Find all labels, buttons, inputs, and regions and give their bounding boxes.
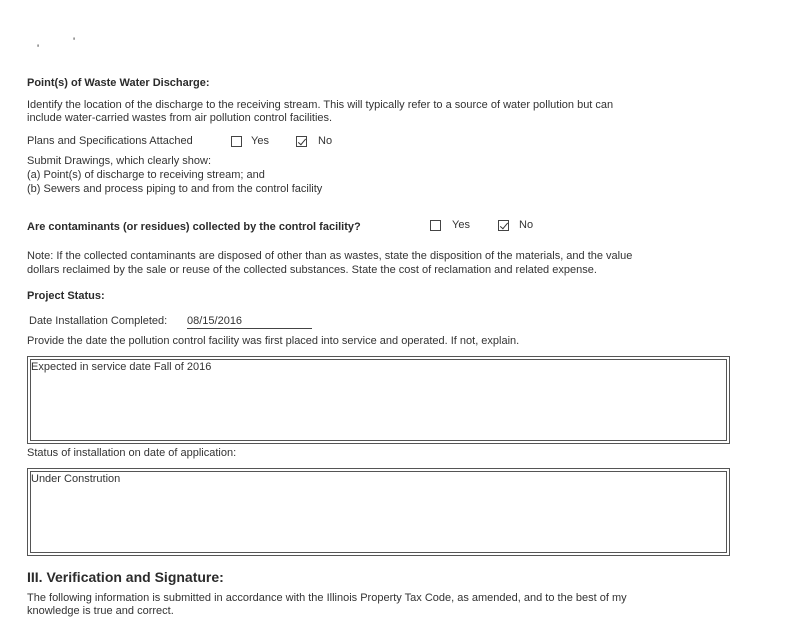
verification-text-line: The following information is submitted in accordance with the Illinois Property Tax Code, as amended, and to the best of my	[27, 592, 627, 604]
service-date-textarea[interactable]	[27, 356, 730, 444]
verification-text-line: knowledge is true and correct.	[27, 605, 174, 617]
contaminants-note-line: Note: If the collected contaminants are disposed of other than as wastes, state the disposition of the materials, and the value	[27, 250, 633, 262]
contaminants-yes-checkbox[interactable]	[430, 220, 441, 231]
scan-mark: '	[37, 43, 40, 55]
submit-drawings-text: Submit Drawings, which clearly show:	[27, 155, 212, 167]
discharge-description-line: Identify the location of the discharge to the receiving stream. This will typically refer to a source of water pollution but can	[27, 99, 614, 111]
status-installation-label: Status of installation on date of application:	[27, 447, 237, 459]
contaminants-note-line: dollars reclaimed by the sale or reuse of the collected substances. State the cost of reclamation and related expense.	[27, 264, 597, 276]
contaminants-question: Are contaminants (or residues) collected by the control facility?	[27, 221, 361, 233]
project-status-heading: Project Status:	[27, 290, 105, 302]
date-installation-label: Date Installation Completed:	[29, 315, 168, 327]
plans-attached-label: Plans and Specifications Attached	[27, 135, 193, 147]
scan-mark: '	[73, 36, 76, 48]
submit-drawings-item: (a) Point(s) of discharge to receiving stream; and	[27, 169, 265, 181]
provide-date-text: Provide the date the pollution control facility was first placed into service and operated. If not, explain.	[27, 335, 520, 347]
service-date-value: Expected in service date Fall of 2016	[31, 361, 212, 373]
contaminants-yes-label: Yes	[452, 219, 470, 231]
contaminants-no-label: No	[519, 219, 534, 231]
plans-yes-label: Yes	[251, 135, 269, 147]
discharge-description-line: include water-carried wastes from air pollution control facilities.	[27, 112, 333, 124]
plans-no-label: No	[318, 135, 333, 147]
discharge-heading: Point(s) of Waste Water Discharge:	[27, 77, 210, 89]
plans-yes-checkbox[interactable]	[231, 136, 242, 147]
verification-heading: III. Verification and Signature:	[27, 569, 224, 585]
textarea-inner-border	[30, 471, 727, 553]
status-installation-textarea[interactable]	[27, 468, 730, 556]
plans-no-checkbox[interactable]	[296, 136, 307, 147]
date-installation-input[interactable]: 08/15/2016	[187, 315, 312, 329]
contaminants-no-checkbox[interactable]	[498, 220, 509, 231]
submit-drawings-item: (b) Sewers and process piping to and from the control facility	[27, 183, 323, 195]
status-installation-value: Under Constrution	[31, 473, 121, 485]
